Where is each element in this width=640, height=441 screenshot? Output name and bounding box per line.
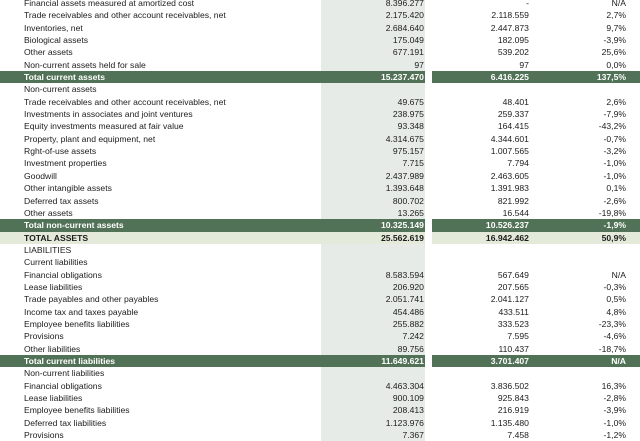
row-label: Biological assets bbox=[24, 35, 89, 46]
table-row bbox=[0, 59, 640, 71]
table-row bbox=[0, 417, 640, 429]
table-row bbox=[0, 392, 640, 404]
column-gap bbox=[425, 355, 432, 367]
column-gap bbox=[425, 367, 432, 379]
column-gap bbox=[425, 170, 432, 182]
value-current: 800.702 bbox=[321, 195, 425, 207]
percent-change bbox=[529, 256, 640, 268]
table-row bbox=[0, 22, 640, 34]
value-current bbox=[321, 256, 425, 268]
value-current: 208.413 bbox=[321, 404, 425, 416]
percent-change bbox=[529, 367, 640, 379]
value-current: 677.191 bbox=[321, 46, 425, 58]
value-previous: 2.118.559 bbox=[491, 10, 529, 21]
value-previous: 2.041.127 bbox=[490, 294, 529, 305]
percent-change: -43,2% bbox=[598, 121, 626, 132]
value-current: 11.649.621 bbox=[321, 355, 425, 367]
percent-change: -2,8% bbox=[603, 393, 626, 403]
value-current: 89.756 bbox=[321, 343, 425, 355]
percent-change: -0,7% bbox=[603, 133, 626, 144]
percent-change: 2,6% bbox=[606, 96, 626, 107]
value-previous bbox=[432, 367, 529, 379]
percent-change: -3,9% bbox=[603, 35, 626, 46]
percent-change: 2,7% bbox=[606, 10, 626, 21]
table-row bbox=[0, 293, 640, 305]
row-label: Goodwill bbox=[24, 170, 57, 181]
header-row bbox=[0, 83, 640, 95]
column-gap bbox=[425, 306, 432, 318]
total-row bbox=[0, 219, 640, 231]
percent-change: 0,5% bbox=[606, 294, 626, 305]
column-gap bbox=[425, 429, 432, 441]
percent-change: -1,0% bbox=[603, 417, 626, 428]
column-gap bbox=[425, 120, 432, 132]
value-previous: 7.595 bbox=[507, 331, 529, 342]
value-current: 13.265 bbox=[321, 207, 425, 219]
column-gap bbox=[425, 22, 432, 34]
value-previous: 333.523 bbox=[497, 318, 529, 329]
row-label: TOTAL ASSETS bbox=[0, 232, 321, 244]
value-current bbox=[321, 83, 425, 95]
row-label: Other assets bbox=[24, 207, 73, 218]
column-gap bbox=[425, 281, 432, 293]
total-row bbox=[0, 71, 640, 83]
value-previous: 1.391.983 bbox=[490, 183, 529, 194]
column-gap bbox=[425, 145, 432, 157]
column-gap bbox=[425, 108, 432, 120]
percent-change: -23,3% bbox=[598, 318, 626, 329]
column-gap bbox=[425, 9, 432, 21]
column-gap bbox=[425, 83, 432, 95]
grand-row bbox=[0, 232, 640, 244]
value-current: 900.109 bbox=[321, 392, 425, 404]
value-current: 7.367 bbox=[321, 429, 425, 441]
percent-change bbox=[529, 244, 640, 256]
value-current: 8.396.277 bbox=[321, 0, 425, 9]
column-gap bbox=[425, 219, 432, 231]
percent-change: -1,9% bbox=[529, 219, 640, 231]
column-gap bbox=[425, 380, 432, 392]
header-row bbox=[0, 367, 640, 379]
percent-change: 4,8% bbox=[606, 306, 626, 317]
column-gap bbox=[425, 46, 432, 58]
value-previous: 4.344.601 bbox=[490, 133, 529, 144]
column-gap bbox=[425, 343, 432, 355]
column-gap bbox=[425, 0, 432, 9]
table-row bbox=[0, 429, 640, 441]
value-current: 2.437.989 bbox=[321, 170, 425, 182]
value-current: 1.393.648 bbox=[321, 182, 425, 194]
row-label: Other assets bbox=[24, 47, 73, 58]
value-previous: 1.135.480 bbox=[490, 417, 529, 428]
column-gap bbox=[425, 207, 432, 219]
row-label: Trade receivables and other account receivables, net bbox=[24, 96, 226, 107]
table-row bbox=[0, 9, 640, 21]
value-previous: 3.836.502 bbox=[490, 380, 529, 391]
value-previous: 182.095 bbox=[497, 35, 529, 46]
total-row bbox=[0, 355, 640, 367]
row-label: Provisions bbox=[24, 430, 64, 441]
value-previous: 6.416.225 bbox=[432, 71, 529, 83]
value-previous: 216.919 bbox=[497, 405, 529, 416]
table-row bbox=[0, 34, 640, 46]
value-previous: 16.942.462 bbox=[432, 232, 529, 244]
row-label: Investments in associates and joint ventures bbox=[24, 109, 193, 120]
percent-change bbox=[529, 83, 640, 95]
value-current: 4.463.304 bbox=[321, 380, 425, 392]
value-previous: 164.415 bbox=[497, 121, 529, 132]
value-current: 97 bbox=[321, 59, 425, 71]
column-gap bbox=[425, 392, 432, 404]
value-current: 175.049 bbox=[321, 34, 425, 46]
row-label: Inventories, net bbox=[24, 22, 83, 33]
value-previous: 3.701.407 bbox=[432, 355, 529, 367]
column-gap bbox=[425, 34, 432, 46]
value-previous bbox=[432, 83, 529, 95]
column-gap bbox=[425, 96, 432, 108]
percent-change: -4,6% bbox=[603, 331, 626, 342]
table-row bbox=[0, 108, 640, 120]
table-row bbox=[0, 306, 640, 318]
column-gap bbox=[425, 195, 432, 207]
table-row bbox=[0, 133, 640, 145]
table-row bbox=[0, 195, 640, 207]
row-label: Lease liabilities bbox=[24, 281, 83, 292]
value-previous: 207.565 bbox=[497, 281, 529, 292]
table-row bbox=[0, 46, 640, 58]
row-label: LIABILITIES bbox=[24, 244, 72, 255]
percent-change: -1,2% bbox=[603, 430, 626, 441]
value-current: 4.314.675 bbox=[321, 133, 425, 145]
row-label: Property, plant and equipment, net bbox=[24, 133, 156, 144]
column-gap bbox=[425, 157, 432, 169]
row-label: Financial obligations bbox=[24, 380, 102, 391]
value-previous: 567.649 bbox=[497, 269, 529, 280]
row-label: Total current liabilities bbox=[0, 355, 321, 367]
value-previous: 433.511 bbox=[498, 306, 529, 317]
value-current: 7.715 bbox=[321, 157, 425, 169]
row-label: Trade receivables and other account receivables, net bbox=[24, 10, 226, 21]
value-previous: 10.526.237 bbox=[432, 219, 529, 231]
value-current: 2.175.420 bbox=[321, 9, 425, 21]
table-row bbox=[0, 0, 640, 9]
value-previous: 259.337 bbox=[497, 109, 529, 120]
percent-change: N/A bbox=[611, 0, 626, 8]
value-previous: 2.447.873 bbox=[490, 22, 529, 33]
table-row bbox=[0, 404, 640, 416]
percent-change: 0,1% bbox=[606, 183, 626, 194]
percent-change: 9,7% bbox=[606, 22, 626, 33]
table-row bbox=[0, 318, 640, 330]
value-previous bbox=[432, 256, 529, 268]
value-current: 49.675 bbox=[321, 96, 425, 108]
value-current: 2.051.741 bbox=[321, 293, 425, 305]
header-row bbox=[0, 256, 640, 268]
percent-change: -1,0% bbox=[603, 158, 626, 169]
value-current bbox=[321, 244, 425, 256]
value-previous: 110.437 bbox=[498, 343, 529, 354]
row-label: Deferred tax assets bbox=[24, 195, 99, 206]
row-label: Investment properties bbox=[24, 158, 107, 169]
column-gap bbox=[425, 232, 432, 244]
column-gap bbox=[425, 404, 432, 416]
value-previous: 97 bbox=[519, 59, 529, 70]
percent-change: -3,2% bbox=[603, 146, 626, 157]
value-current: 238.975 bbox=[321, 108, 425, 120]
value-previous: 7.794 bbox=[507, 158, 529, 169]
row-label: Equity investments measured at fair value bbox=[24, 121, 184, 132]
row-label: Current liabilities bbox=[24, 257, 88, 268]
table-row bbox=[0, 380, 640, 392]
row-label: Non-current assets bbox=[24, 84, 97, 95]
row-label: Other liabilities bbox=[24, 343, 81, 354]
value-current: 15.237.470 bbox=[321, 71, 425, 83]
column-gap bbox=[425, 417, 432, 429]
percent-change: -3,9% bbox=[603, 405, 626, 416]
percent-change: -2,6% bbox=[603, 195, 626, 206]
table-row bbox=[0, 207, 640, 219]
value-current: 975.157 bbox=[321, 145, 425, 157]
value-current: 7.242 bbox=[321, 330, 425, 342]
table-row bbox=[0, 96, 640, 108]
value-previous: 2.463.605 bbox=[490, 170, 529, 181]
value-previous: 821.992 bbox=[497, 195, 529, 206]
value-previous: 925.843 bbox=[497, 393, 529, 403]
value-current: 25.562.619 bbox=[321, 232, 425, 244]
percent-change: -0,3% bbox=[603, 281, 626, 292]
table-row bbox=[0, 330, 640, 342]
table-row bbox=[0, 343, 640, 355]
row-label: Trade payables and other payables bbox=[24, 294, 159, 305]
column-gap bbox=[425, 59, 432, 71]
value-current: 1.123.976 bbox=[321, 417, 425, 429]
column-gap bbox=[425, 330, 432, 342]
row-label: Other intangible assets bbox=[24, 183, 112, 194]
table-row bbox=[0, 170, 640, 182]
value-current: 454.486 bbox=[321, 306, 425, 318]
value-current: 2.684.640 bbox=[321, 22, 425, 34]
percent-change: 25,6% bbox=[601, 47, 626, 58]
percent-change: -1,0% bbox=[603, 170, 626, 181]
value-current: 206.920 bbox=[321, 281, 425, 293]
row-label: Deferred tax liabilities bbox=[24, 417, 107, 428]
percent-change: N/A bbox=[529, 355, 640, 367]
value-previous: - bbox=[526, 0, 529, 8]
value-current: 10.325.149 bbox=[321, 219, 425, 231]
table-row bbox=[0, 281, 640, 293]
percent-change: N/A bbox=[611, 269, 626, 280]
value-previous: 7.458 bbox=[507, 430, 529, 441]
column-gap bbox=[425, 182, 432, 194]
row-label: Rght-of-use assets bbox=[24, 146, 97, 157]
row-label: Non-current liabilities bbox=[24, 368, 105, 379]
value-current: 93.348 bbox=[321, 120, 425, 132]
row-label: Financial obligations bbox=[24, 269, 102, 280]
percent-change: -7,9% bbox=[603, 109, 626, 120]
column-gap bbox=[425, 269, 432, 281]
column-gap bbox=[425, 256, 432, 268]
column-gap bbox=[425, 244, 432, 256]
column-gap bbox=[425, 133, 432, 145]
table-row bbox=[0, 120, 640, 132]
row-label: Income tax and taxes payable bbox=[24, 306, 139, 317]
table-row bbox=[0, 182, 640, 194]
percent-change: -19,8% bbox=[598, 207, 626, 218]
value-previous: 16.544 bbox=[502, 207, 529, 218]
header-row bbox=[0, 244, 640, 256]
row-label: Employee benefits liabilities bbox=[24, 318, 130, 329]
percent-change: 0,0% bbox=[606, 59, 626, 70]
column-gap bbox=[425, 293, 432, 305]
table-row bbox=[0, 157, 640, 169]
value-previous: 1.007.565 bbox=[490, 146, 529, 157]
row-label: Employee benefits liabilities bbox=[24, 405, 130, 416]
value-current: 8.583.594 bbox=[321, 269, 425, 281]
row-label: Total current assets bbox=[0, 71, 321, 83]
percent-change: 50,9% bbox=[529, 232, 640, 244]
row-label: Total non-current assets bbox=[0, 219, 321, 231]
row-label: Provisions bbox=[24, 331, 64, 342]
value-previous bbox=[432, 244, 529, 256]
value-current bbox=[321, 367, 425, 379]
table-row bbox=[0, 145, 640, 157]
column-gap bbox=[425, 318, 432, 330]
value-current: 255.882 bbox=[321, 318, 425, 330]
value-previous: 48.401 bbox=[502, 96, 529, 107]
percent-change: 16,3% bbox=[601, 380, 626, 391]
percent-change: 137,5% bbox=[529, 71, 640, 83]
row-label: Non-current assets held for sale bbox=[24, 59, 146, 70]
column-gap bbox=[425, 71, 432, 83]
row-label: Lease liabilities bbox=[24, 393, 83, 403]
percent-change: -18,7% bbox=[598, 343, 626, 354]
table-row bbox=[0, 269, 640, 281]
row-label: Financial assets measured at amortized cost bbox=[24, 0, 195, 8]
value-previous: 539.202 bbox=[497, 47, 529, 58]
